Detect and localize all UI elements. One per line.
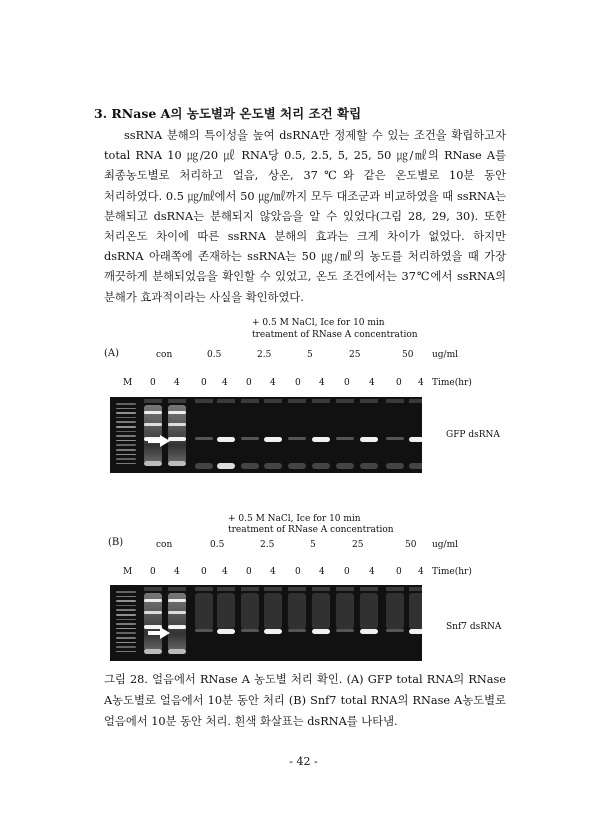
- dsrna-band: [217, 629, 235, 634]
- small-rna-band: [217, 463, 235, 469]
- ladder-band: [116, 403, 136, 405]
- paragraph-line: 분해가 효과적이라는 사실을 확인하였다.: [104, 290, 304, 304]
- time-label: 0: [396, 378, 402, 388]
- conc-label: 0.5: [210, 540, 225, 550]
- ladder-band: [116, 449, 136, 451]
- ladder-band: [116, 591, 136, 593]
- conc-label: 2.5: [257, 350, 272, 360]
- small-rna-band: [336, 463, 354, 469]
- ladder-band: [116, 440, 136, 442]
- time-label: 0: [295, 378, 301, 388]
- gel-well: [144, 399, 162, 403]
- gel-well: [336, 399, 354, 403]
- paragraph-line: 처리하였다. 0.5 ㎍/㎖에서 50 ㎍/㎖까지 모두 대조군과 비교하였을 때 ssRNA는: [104, 189, 506, 203]
- small-rna-band: [288, 463, 306, 469]
- panel-label: (A): [104, 348, 120, 359]
- dsrna-band: [386, 437, 404, 440]
- small-rna-band: [386, 463, 404, 469]
- ladder-band: [116, 421, 136, 423]
- dsrna-band: [264, 437, 282, 442]
- small-rna-band: [360, 463, 378, 469]
- gel-image: [110, 397, 422, 473]
- paragraph-line: 처리온도 차이에 따른 ssRNA 분해의 효과는 크게 차이가 없었다. 하지만: [104, 230, 506, 244]
- marker-label: M: [123, 567, 133, 577]
- section-heading: 3. RNase A의 농도별과 온도별 처리 조건 확립: [94, 106, 362, 121]
- dsrna-band: [195, 437, 213, 440]
- time-label: 0: [344, 378, 350, 388]
- caption-line: 그림 28. 얼음에서 RNase A 농도별 처리 확인. (A) GFP total RNA의 RNase: [104, 673, 506, 686]
- ladder-band: [116, 408, 136, 410]
- gel-well: [144, 587, 162, 591]
- rrna-band: [168, 411, 186, 414]
- conc-label: 50: [405, 540, 417, 550]
- faint-smear: [195, 593, 213, 629]
- paragraph-line: ssRNA 분해의 특이성을 높여 dsRNA만 정제할 수 있는 조건을 확립하고자: [124, 129, 506, 142]
- dsrna-band: [264, 629, 282, 634]
- ladder-band: [116, 619, 136, 621]
- dsrna-band: [386, 629, 404, 632]
- gel-well: [264, 399, 282, 403]
- small-rna-band: [409, 463, 422, 469]
- gel-well: [195, 587, 213, 591]
- ladder-band: [116, 642, 136, 644]
- conc-label: 25: [352, 540, 364, 550]
- gel-well: [360, 587, 378, 591]
- gel-well: [360, 399, 378, 403]
- ladder-band: [116, 596, 136, 598]
- small-rna-band: [144, 461, 162, 466]
- faint-smear: [264, 593, 282, 629]
- rrna-band: [144, 423, 162, 426]
- band-label: Snf7 dsRNA: [446, 622, 502, 632]
- dsrna-band: [241, 437, 259, 440]
- ladder-band: [116, 605, 136, 607]
- ladder-band: [116, 454, 136, 456]
- paragraph-line: dsRNA 아래쪽에 존재하는 ssRNA는 50 ㎍/㎖의 농도를 처리하였을 때 가장: [104, 250, 506, 264]
- small-rna-band: [144, 649, 162, 654]
- small-rna-band: [168, 649, 186, 654]
- gel-well: [312, 587, 330, 591]
- ladder-band: [116, 458, 136, 460]
- panel-label: (B): [108, 537, 124, 548]
- time-label: 4: [319, 378, 325, 388]
- faint-smear: [386, 593, 404, 629]
- body-paragraph: [104, 126, 506, 308]
- ladder-band: [116, 435, 136, 437]
- paragraph-line: 깨끗하게 분해되었음을 확인할 수 있었고, 온도 조건에서는 37℃에서 ssRNA의: [104, 270, 506, 284]
- marker-label: M: [123, 378, 133, 388]
- time-label: 4: [270, 567, 276, 577]
- control-label: con: [156, 540, 173, 550]
- gel-well: [217, 587, 235, 591]
- dsrna-band: [288, 629, 306, 632]
- time-label: 4: [319, 567, 325, 577]
- dsrna-band: [336, 437, 354, 440]
- gel-well: [288, 587, 306, 591]
- gel-well: [168, 587, 186, 591]
- faint-smear: [241, 593, 259, 629]
- rrna-band: [168, 611, 186, 614]
- time-unit-label: Time(hr): [432, 567, 472, 577]
- time-label: 4: [174, 378, 180, 388]
- control-label: con: [156, 350, 173, 360]
- time-label: 4: [418, 567, 424, 577]
- treatment-line-2: treatment of RNase A concentration: [252, 330, 418, 340]
- conc-label: 2.5: [260, 540, 275, 550]
- gel-well: [312, 399, 330, 403]
- dsrna-band: [312, 629, 330, 634]
- ladder-band: [116, 417, 136, 419]
- paragraph-line: 분해되고 dsRNA는 분해되지 않았음을 알 수 있었다(그림 28, 29, 30). 또한: [104, 209, 506, 223]
- dsrna-band: [288, 437, 306, 440]
- small-rna-band: [195, 463, 213, 469]
- time-label: 4: [222, 378, 228, 388]
- unit-label: ug/ml: [432, 350, 459, 360]
- rrna-band: [144, 611, 162, 614]
- time-label: 0: [150, 378, 156, 388]
- treatment-line-1: + 0.5 M NaCl, Ice for 10 min: [252, 318, 385, 328]
- gel-well: [288, 399, 306, 403]
- time-label: 4: [270, 378, 276, 388]
- paragraph-line: total RNA 10 ㎍/20 ㎕ RNA당 0.5, 2.5, 5, 25, 50 ㎍/㎖의 RNase A를: [104, 149, 506, 163]
- faint-smear: [217, 593, 235, 629]
- rrna-band: [144, 599, 162, 602]
- gel-well: [168, 399, 186, 403]
- time-label: 0: [201, 378, 207, 388]
- time-label: 0: [396, 567, 402, 577]
- faint-smear: [336, 593, 354, 629]
- dsrna-band: [312, 437, 330, 442]
- rrna-band: [168, 599, 186, 602]
- ladder-band: [116, 431, 136, 433]
- ladder-band: [116, 651, 136, 653]
- treatment-line-1: + 0.5 M NaCl, Ice for 10 min: [228, 514, 361, 524]
- time-label: 0: [295, 567, 301, 577]
- dsrna-band: [409, 629, 422, 634]
- time-unit-label: Time(hr): [432, 378, 472, 388]
- time-label: 0: [150, 567, 156, 577]
- gel-well: [386, 587, 404, 591]
- time-label: 0: [246, 378, 252, 388]
- ladder-band: [116, 412, 136, 414]
- caption-line: A농도별로 얼음에서 10분 동안 처리 (B) Snf7 total RNA의 RNase A농도별로: [104, 694, 506, 707]
- ladder-band: [116, 623, 136, 625]
- gel-well: [241, 587, 259, 591]
- gel-well: [264, 587, 282, 591]
- arrow-right-icon: [148, 627, 170, 639]
- ladder-band: [116, 646, 136, 648]
- caption-line: 얼음에서 10분 동안 처리. 흰색 화살표는 dsRNA를 나타냄.: [104, 715, 398, 728]
- time-label: 4: [222, 567, 228, 577]
- figure-caption: [104, 669, 506, 732]
- ladder-band: [116, 628, 136, 630]
- time-label: 4: [418, 378, 424, 388]
- dsrna-band: [336, 629, 354, 632]
- time-label: 4: [369, 567, 375, 577]
- dsrna-band: [195, 629, 213, 632]
- ladder-band: [116, 614, 136, 616]
- gel-well: [241, 399, 259, 403]
- band-label: GFP dsRNA: [446, 430, 500, 440]
- time-label: 4: [369, 378, 375, 388]
- time-label: 0: [344, 567, 350, 577]
- dsrna-band: [217, 437, 235, 442]
- small-rna-band: [264, 463, 282, 469]
- gel-well: [409, 587, 422, 591]
- faint-smear: [409, 593, 422, 629]
- faint-smear: [360, 593, 378, 629]
- ladder-band: [116, 463, 136, 465]
- gel-well: [195, 399, 213, 403]
- conc-label: 5: [310, 540, 316, 550]
- small-rna-band: [241, 463, 259, 469]
- time-label: 0: [201, 567, 207, 577]
- time-label: 0: [246, 567, 252, 577]
- faint-smear: [312, 593, 330, 629]
- ladder-band: [116, 444, 136, 446]
- ladder-band: [116, 609, 136, 611]
- dsrna-band: [241, 629, 259, 632]
- gel-image: [110, 585, 422, 661]
- page-number: - 42 -: [289, 755, 318, 768]
- gel-well: [336, 587, 354, 591]
- dsrna-band: [360, 437, 378, 442]
- treatment-line-2: treatment of RNase A concentration: [228, 525, 394, 535]
- gel-well: [386, 399, 404, 403]
- unit-label: ug/ml: [432, 540, 459, 550]
- time-label: 4: [174, 567, 180, 577]
- ladder-band: [116, 632, 136, 634]
- rrna-band: [168, 423, 186, 426]
- conc-label: 0.5: [207, 350, 222, 360]
- dsrna-band: [168, 625, 186, 629]
- ladder-band: [116, 426, 136, 428]
- dsrna-band: [360, 629, 378, 634]
- arrow-right-icon: [148, 435, 170, 447]
- conc-label: 5: [307, 350, 313, 360]
- conc-label: 25: [349, 350, 361, 360]
- gel-well: [409, 399, 422, 403]
- ladder-band: [116, 600, 136, 602]
- paragraph-line: 최종농도별로 처리하고 얼음, 상온, 37℃와 같은 온도별로 10분 동안: [104, 169, 506, 183]
- dsrna-band: [168, 437, 186, 441]
- ladder-band: [116, 637, 136, 639]
- rrna-band: [144, 411, 162, 414]
- conc-label: 50: [402, 350, 414, 360]
- small-rna-band: [312, 463, 330, 469]
- gel-well: [217, 399, 235, 403]
- faint-smear: [288, 593, 306, 629]
- small-rna-band: [168, 461, 186, 466]
- dsrna-band: [409, 437, 422, 442]
